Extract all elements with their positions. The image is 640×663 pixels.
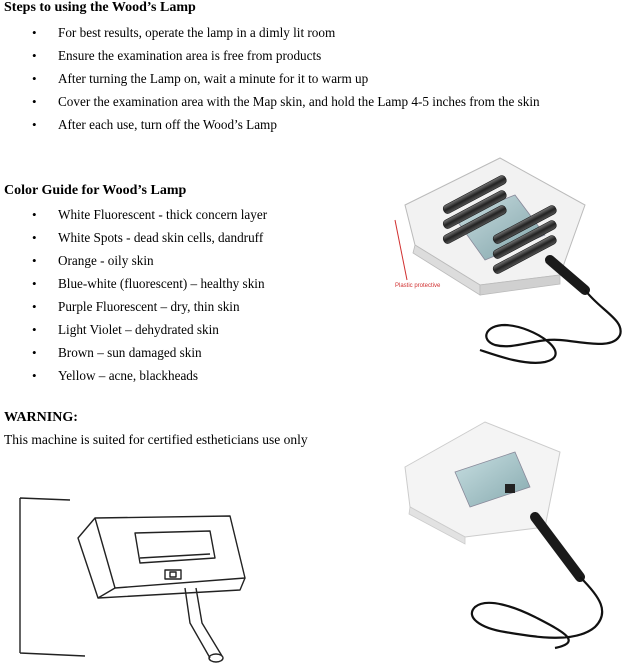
list-item: • Purple Fluorescent – dry, thin skin bbox=[32, 295, 267, 318]
list-item: • After turning the Lamp on, wait a minute for it to warm up bbox=[32, 67, 540, 90]
lamp-line-drawing bbox=[0, 478, 260, 663]
list-item: • White Spots - dead skin cells, dandruff bbox=[32, 226, 267, 249]
color-guide-title: Color Guide for Wood’s Lamp bbox=[4, 183, 187, 198]
list-item: • Cover the examination area with the Map skin, and hold the Lamp 4-5 inches from the skin bbox=[32, 90, 540, 113]
photo-caption: Plastic protective bbox=[395, 283, 441, 289]
warning-text: This machine is suited for certified estheticians use only bbox=[4, 432, 308, 447]
list-item: • White Fluorescent - thick concern layer bbox=[32, 203, 267, 226]
list-item: • Ensure the examination area is free from products bbox=[32, 44, 540, 67]
color-guide-list bbox=[32, 203, 267, 387]
list-item: • Orange - oily skin bbox=[32, 249, 267, 272]
list-item: • Brown – sun damaged skin bbox=[32, 341, 267, 364]
list-item: • Blue-white (fluorescent) – healthy skin bbox=[32, 272, 267, 295]
steps-list bbox=[32, 21, 540, 136]
list-item: • For best results, operate the lamp in a dimly lit room bbox=[32, 21, 540, 44]
list-item: • Yellow – acne, blackheads bbox=[32, 364, 267, 387]
steps-title: Steps to using the Wood’s Lamp bbox=[4, 0, 196, 15]
list-item: • Light Violet – dehydrated skin bbox=[32, 318, 267, 341]
list-item: • After each use, turn off the Wood’s Lamp bbox=[32, 113, 540, 136]
warning-title: WARNING: bbox=[4, 410, 78, 425]
lamp-photo-open bbox=[385, 150, 635, 370]
lamp-photo-closed bbox=[395, 412, 635, 652]
